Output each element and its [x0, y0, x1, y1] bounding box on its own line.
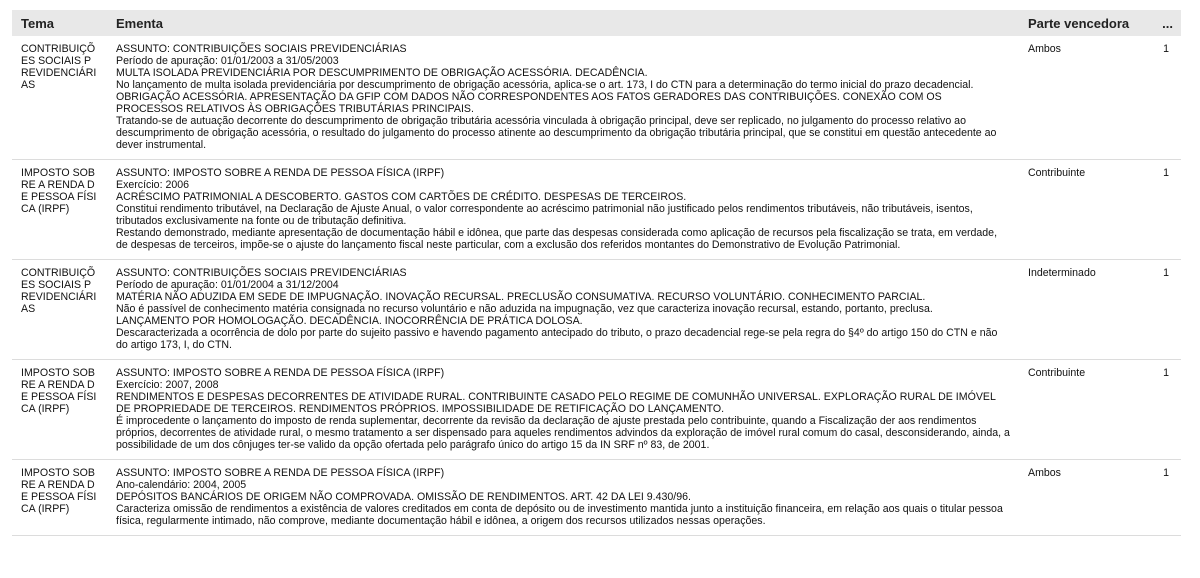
ementa-line: Tratando-se de autuação decorrente do descumprimento de obrigação tributária acessória vinculada à obrigação principal, deve ser replicado, no julgamento do processo relativo ao descumprimento de obrigação acessória, o resultado do julgamento do processo atinente ao descumprimento da obrigação tributária principal, que se constitui em questão antecedente ao dever instrumental. [116, 115, 997, 151]
table-row[interactable] [12, 260, 1181, 360]
ementa-line: ASSUNTO: IMPOSTO SOBRE A RENDA DE PESSOA FÍSICA (IRPF) [116, 367, 445, 379]
cell-ementa [107, 36, 1019, 160]
ementa-line: ASSUNTO: CONTRIBUIÇÕES SOCIAIS PREVIDENCIÁRIAS [116, 43, 407, 55]
ementa-line: Exercício: 2007, 2008 [116, 379, 219, 391]
cell-parte-vencedora: Ambos [1019, 460, 1145, 536]
cell-count: 1 [1145, 460, 1181, 536]
ementa-line: RENDIMENTOS E DESPESAS DECORRENTES DE ATIVIDADE RURAL. CONTRIBUINTE CASADO PELO REGIME DE COMUNHÃO UNIVERSAL. EXPLORAÇÃO RURAL DE IMÓVEL DE PROPRIEDADE DE TERCEIROS. RENDIMENTOS PRÓPRIOS. IMPOSSIBILIDADE DE RETIFICAÇÃO DO LANÇAMENTO. [116, 391, 996, 415]
ementa-line: Ano-calendário: 2004, 2005 [116, 479, 247, 491]
cell-ementa [107, 160, 1019, 260]
ementa-line: Constitui rendimento tributável, na Declaração de Ajuste Anual, o valor correspondente ao acréscimo patrimonial não justificado pelos rendimentos tributáveis, não tributáveis, isentos, tributados exclusivamente na fonte ou de tributação definitiva. [116, 203, 973, 227]
ementa-line: Período de apuração: 01/01/2003 a 31/05/2003 [116, 55, 339, 67]
ementa-line: É improcedente o lançamento do imposto de renda suplementar, decorrente da revisão da declaração de ajuste prestada pelo contribuinte, quando a Fiscalização der aos rendimentos próprios, decorrentes de atividade rural, o mesmo tratamento a ser dispensado para aqueles rendimentos advindos da exploração de imóvel rural comum do casal, desconsiderando, ainda, a possibilidade de um dos cônjuges ter-se valido da opção ofertada pelo parágrafo único do artigo 15 da IN SRF nº 83, de 2001. [116, 415, 1010, 451]
column-header-parte-vencedora[interactable]: Parte vencedora [1019, 10, 1145, 36]
cell-parte-vencedora: Contribuinte [1019, 360, 1145, 460]
cell-ementa [107, 460, 1019, 536]
cell-tema: IMPOSTO SOBRE A RENDA DE PESSOA FÍSICA (IRPF) [12, 460, 107, 536]
results-table [12, 10, 1181, 536]
ementa-line: DEPÓSITOS BANCÁRIOS DE ORIGEM NÃO COMPROVADA. OMISSÃO DE RENDIMENTOS. ART. 42 DA LEI 9.430/96. [116, 491, 691, 503]
cell-tema: IMPOSTO SOBRE A RENDA DE PESSOA FÍSICA (IRPF) [12, 360, 107, 460]
ementa-line: LANÇAMENTO POR HOMOLOGAÇÃO. DECADÊNCIA. INOCORRÊNCIA DE PRÁTICA DOLOSA. [116, 315, 583, 327]
ementa-line: No lançamento de multa isolada previdenciária por descumprimento de obrigação acessória, aplica-se o art. 173, I do CTN para a determinação do termo inicial do prazo decadencial. [116, 79, 974, 91]
cell-ementa [107, 260, 1019, 360]
cell-count: 1 [1145, 260, 1181, 360]
column-header-more[interactable]: ... [1145, 10, 1181, 36]
ementa-line: OBRIGAÇÃO ACESSÓRIA. APRESENTAÇÃO DA GFIP COM DADOS NÃO CORRESPONDENTES AOS FATOS GERADORES DAS CONTRIBUIÇÕES. CONEXÃO COM OS PROCESSOS RELATIVOS ÀS OBRIGAÇÕES TRIBUTÁRIAS PRINCIPAIS. [116, 91, 942, 115]
ementa-line: ACRÉSCIMO PATRIMONIAL A DESCOBERTO. GASTOS COM CARTÕES DE CRÉDITO. DESPESAS DE TERCEIROS. [116, 191, 687, 203]
cell-count: 1 [1145, 160, 1181, 260]
column-header-ementa[interactable]: Ementa [107, 10, 1019, 36]
ementa-line: MULTA ISOLADA PREVIDENCIÁRIA POR DESCUMPRIMENTO DE OBRIGAÇÃO ACESSÓRIA. DECADÊNCIA. [116, 67, 648, 79]
cell-parte-vencedora: Ambos [1019, 36, 1145, 160]
table-header-row [12, 10, 1181, 36]
cell-ementa [107, 360, 1019, 460]
cell-tema: CONTRIBUIÇÕES SOCIAIS PREVIDENCIÁRIAS [12, 36, 107, 160]
cell-parte-vencedora: Contribuinte [1019, 160, 1145, 260]
table-row[interactable] [12, 360, 1181, 460]
ementa-line: ASSUNTO: CONTRIBUIÇÕES SOCIAIS PREVIDENCIÁRIAS [116, 267, 407, 279]
cell-tema: CONTRIBUIÇÕES SOCIAIS PREVIDENCIÁRIAS [12, 260, 107, 360]
column-header-tema[interactable]: Tema [12, 10, 107, 36]
ementa-line: Restando demonstrado, mediante apresentação de documentação hábil e idônea, que parte das despesas considerada como aplicação de recursos pela fiscalização se trata, em verdade, de despesas de terceiros, impõe-se o ajuste do lançamento fiscal neste particular, com a exclusão dos referidos montantes do Demonstrativo de Evolução Patrimonial. [116, 227, 998, 251]
cell-tema: IMPOSTO SOBRE A RENDA DE PESSOA FÍSICA (IRPF) [12, 160, 107, 260]
cell-count: 1 [1145, 360, 1181, 460]
ementa-line: ASSUNTO: IMPOSTO SOBRE A RENDA DE PESSOA FÍSICA (IRPF) [116, 167, 445, 179]
table-row[interactable] [12, 160, 1181, 260]
ementa-line: Período de apuração: 01/01/2004 a 31/12/2004 [116, 279, 339, 291]
ementa-line: Não é passível de conhecimento matéria consignada no recurso voluntário e não aduzida na impugnação, vez que caracteriza inovação recursal, estando, portanto, preclusa. [116, 303, 933, 315]
results-table-container [12, 10, 1181, 536]
ementa-line: MATÉRIA NÃO ADUZIDA EM SEDE DE IMPUGNAÇÃO. INOVAÇÃO RECURSAL. PRECLUSÃO CONSUMATIVA. RECURSO VOLUNTÁRIO. CONHECIMENTO PARCIAL. [116, 291, 926, 303]
ementa-line: ASSUNTO: IMPOSTO SOBRE A RENDA DE PESSOA FÍSICA (IRPF) [116, 467, 445, 479]
table-row[interactable] [12, 36, 1181, 160]
table-body [12, 36, 1181, 536]
cell-parte-vencedora: Indeterminado [1019, 260, 1145, 360]
ementa-line: Caracteriza omissão de rendimentos a existência de valores creditados em conta de depósito ou de investimento mantida junto a instituição financeira, em relação aos quais o titular pessoa física, regularmente intimado, não comprove, mediante documentação hábil e idônea, a origem dos recursos utilizados nessas operações. [116, 503, 1003, 527]
cell-count: 1 [1145, 36, 1181, 160]
ementa-line: Descaracterizada a ocorrência de dolo por parte do sujeito passivo e havendo pagamento antecipado do tributo, o prazo decadencial rege-se pela regra do §4º do artigo 150 do CTN e não do artigo 173, I, do CTN. [116, 327, 998, 351]
ementa-line: Exercício: 2006 [116, 179, 190, 191]
table-row[interactable] [12, 460, 1181, 536]
